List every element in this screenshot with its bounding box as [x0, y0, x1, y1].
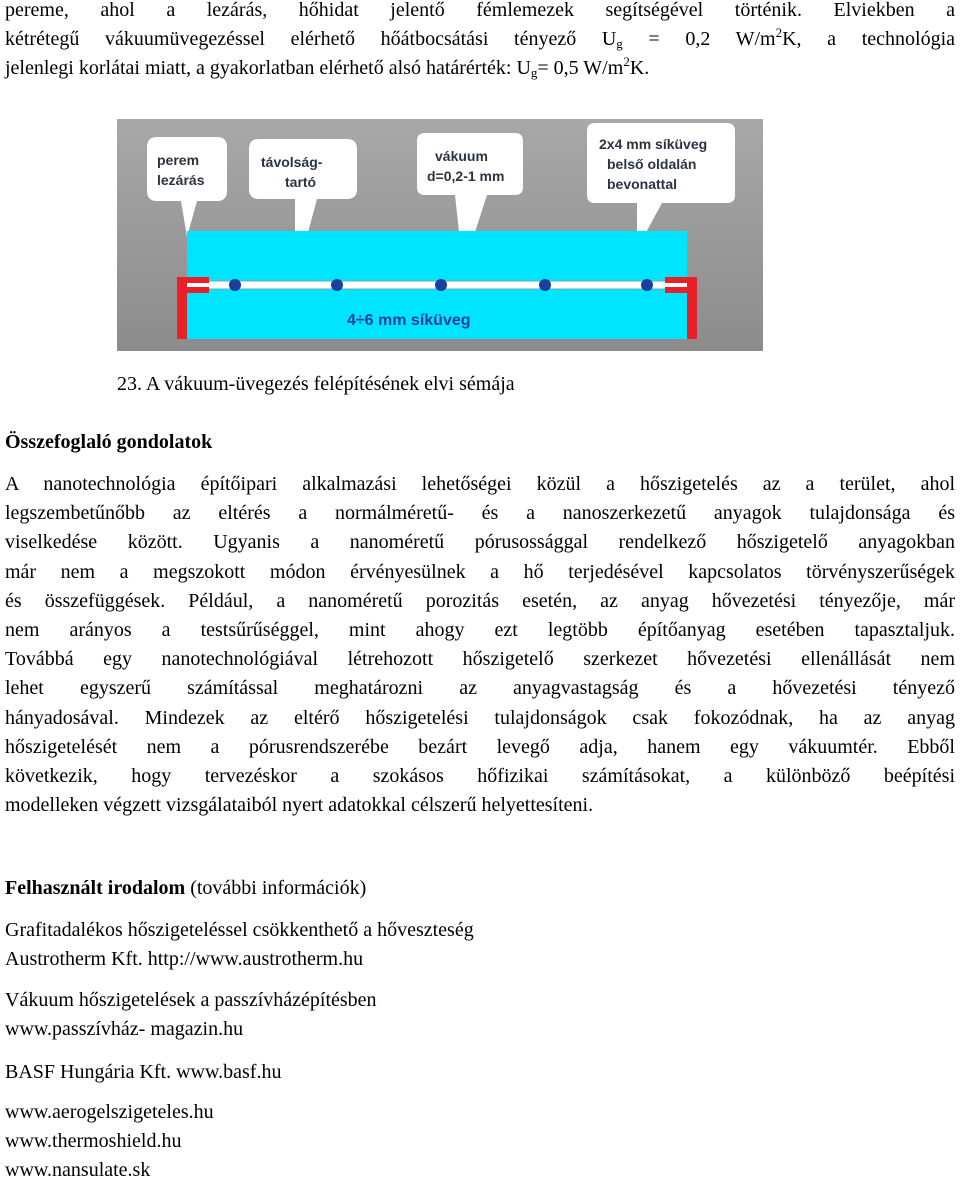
body-line: hőszigetelését nem a pórusrendszerébe bezárt levegő adja, hanem egy vákuumtér. Ebből — [5, 735, 955, 758]
edge-seal-right-cap-bottom — [665, 287, 687, 293]
body-line: A nanotechnológia építőipari alkalmazási lehetőségei közül a hőszigetelés az a terület, ahol — [5, 473, 955, 495]
intro-line-1: pereme, ahol a lezárás, hőhidat jelentő fémlemezek segítségével történik. Elviekben a — [5, 0, 955, 21]
body-line: lehet egyszerű számítással meghatározni az anyagvastagság és a hővezetési tényező — [5, 677, 955, 700]
callout-coating-line2: belső oldalán — [607, 156, 697, 172]
references-heading-rest: (további információk) — [185, 877, 367, 899]
intro-line-3: jelenlegi korlátai miatt, a gyakorlatban elérhető alsó határérték: $U_g= 0,5$ $W/m^2K$. — [5, 54, 650, 80]
body-line: hányadosával. Mindezek az eltérő hőszigetelési tulajdonságok csak fokozódnak, ha az anyag — [5, 706, 955, 729]
section-title: Összefoglaló gondolatok — [5, 431, 213, 453]
reference-item — [5, 986, 377, 1044]
intro-paragraph — [5, 0, 955, 83]
reference-item — [5, 1058, 281, 1087]
vacuum-glazing-diagram — [117, 119, 763, 351]
upper-glass-pane — [187, 231, 687, 281]
reference-link[interactable]: www.aerogelszigeteles.hu — [5, 1101, 214, 1123]
spacer-3 — [435, 279, 447, 291]
body-line: viselkedése között. Ugyanis a nanoméretű pórusossággal rendelkező hőszigetelő anyagokban — [5, 531, 955, 554]
reference-link[interactable]: www.thermoshield.hu — [5, 1130, 182, 1152]
reference-link[interactable]: www.nansulate.sk — [5, 1159, 151, 1181]
callout-edge-seal-line1: perem — [157, 152, 200, 168]
spacer-5 — [641, 279, 653, 291]
body-line: Továbbá egy nanotechnológiával létrehozott hőszigetelő szerkezet hővezetési ellenállását nem — [5, 648, 955, 671]
edge-seal-left-cap-top — [187, 277, 209, 283]
figure-caption: 23. A vákuum-üvegezés felépítésének elvi sémája — [117, 373, 515, 395]
body-line: nem arányos a testsűrűséggel, mint ahogy ezt legtöbb építőanyag esetében tapasztaljuk. — [5, 619, 955, 642]
body-line: és összefüggések. Például, a nanoméretű porozitás esetén, az anyag hővezetési tényezője, már — [5, 589, 955, 612]
callout-coating-line1: 2x4 mm síküveg — [599, 136, 708, 152]
spacer-2 — [331, 279, 343, 291]
summary-paragraph — [5, 470, 955, 820]
reference-link[interactable]: www.passzívház- magazin.hu — [5, 1018, 244, 1040]
spacer-1 — [229, 279, 241, 291]
callout-coating-line3: bevonattal — [607, 176, 678, 192]
callout-vacuum-line1: vákuum — [435, 148, 488, 164]
intro-line-2: kétrétegű vákuumüvegezéssel elérhető hőátbocsátási tényező $U_g = 0,2$ $W/m^2K$, a technológia — [5, 25, 955, 51]
edge-seal-right-cap-top — [665, 277, 687, 283]
callout-spacer-line2: tartó — [285, 174, 317, 190]
body-line: következik, hogy tervezéskor a szokásos hőfizikai számításokat, a különböző beépítési — [5, 765, 955, 788]
reference-line: Grafitadalékos hőszigeteléssel csökkenthető a hőveszteség — [5, 919, 474, 941]
body-line: már nem a megszokott módon érvényesülnek a hő terjedésével kapcsolatos törvényszerűségek — [5, 560, 955, 583]
body-line: modelleken végzett vizsgálataiból nyert adatokkal célszerű helyettesíteni. — [5, 794, 594, 817]
reference-link[interactable]: Austrotherm Kft. http://www.austrotherm.hu — [5, 948, 364, 970]
reference-link[interactable]: BASF Hungária Kft. www.basf.hu — [5, 1061, 282, 1083]
references-heading — [5, 874, 366, 903]
vacuum-glazing-figure — [117, 119, 763, 351]
edge-seal-left — [177, 277, 187, 339]
reference-item — [5, 1098, 214, 1185]
callout-vacuum-line2: d=0,2-1 mm — [427, 168, 505, 184]
callout-edge-seal-line2: lezárás — [157, 172, 205, 188]
edge-seal-right — [687, 277, 697, 339]
bottom-glass-label: 4÷6 mm síküveg — [347, 312, 471, 329]
body-line: legszembetűnőbb az eltérés a normálméretű- és a nanoszerkezetű anyagok tulajdonsága és — [5, 502, 955, 525]
references-heading-bold: Felhasznált irodalom — [5, 877, 186, 899]
reference-line: Vákuum hőszigetelések a passzívházépítésben — [5, 989, 377, 1011]
spacer-4 — [539, 279, 551, 291]
reference-item — [5, 916, 474, 974]
callout-spacer-line1: távolság- — [261, 154, 323, 170]
edge-seal-left-cap-bottom — [187, 287, 209, 293]
